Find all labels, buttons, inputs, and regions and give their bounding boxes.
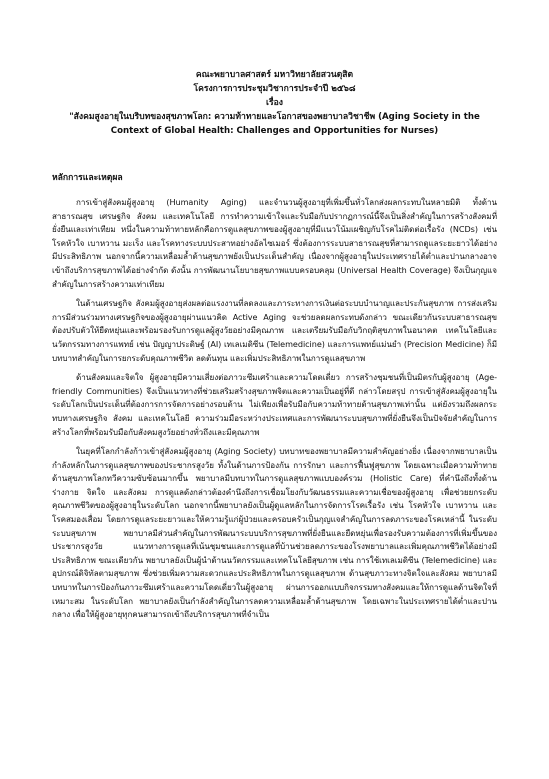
subject-title: "สังคมสูงอายุในบริบทของสุขภาพโลก: ความท้าทายและโอกาสของพยาบาลวิชาชีพ (Aging Society in the Context of Global Health: Challenges and Opportunities for Nurses) xyxy=(69,112,480,136)
paragraph: การเข้าสู่สังคมผู้สูงอายุ (Humanity Aging) และจำนวนผู้สูงอายุที่เพิ่มขึ้นทั่วโลกส่งผลกระทบในหลายมิติ ทั้งด้านสาธารณสุข เศรษฐกิจ สังคม และเทคโนโลยี การทำความเข้าใจและรับมือกับปรากฏการณ์นี้จึงเป็นสิ่งสำคัญในการสร้างสังคมที่ยั่งยืนและเท่าเทียม หนึ่งในความท้าทายหลักคือการดูแลสุขภาพของผู้สูงอายุที่มีแนวโน้มเผชิญกับโรคไม่ติดต่อเรื้อรัง (NCDs) เช่น โรคหัวใจ เบาหวาน มะเร็ง และโรคทางระบบประสาทอย่างอัลไซเมอร์ ซึ่งต้องการระบบสาธารณสุขที่สามารถดูแลระยะยาวได้อย่างมีประสิทธิภาพ นอกจากนี้ความเหลื่อมล้ำด้านสุขภาพยังเป็นประเด็นสำคัญ เนื่องจากผู้สูงอายุในประเทศรายได้ต่ำและปานกลางอาจเข้าถึงบริการสุขภาพได้อย่างจำกัด ดังนั้น การพัฒนานโยบายสุขภาพแบบครอบคลุม (Universal Health Coverage) จึงเป็นกุญแจสำคัญในการสร้างความเท่าเทียม xyxy=(52,197,497,289)
paragraph: ในยุคที่โลกกำลังก้าวเข้าสู่สังคมผู้สูงอายุ (Aging Society) บทบาทของพยาบาลมีความสำคัญอย่างยิ่ง เนื่องจากพยาบาลเป็นกำลังหลักในการดูแลสุขภาพของประชากรสูงวัย ทั้งในด้านการป้องกัน การรักษา และการฟื้นฟูสุขภาพ โดยเฉพาะเมื่อความท้าทายด้านสุขภาพโลกทวีความซับซ้อนมากขึ้น พยาบาลมีบทบาทในการดูแลสุขภาพแบบองค์รวม (Holistic Care) ที่คำนึงถึงทั้งด้านร่างกาย จิตใจ และสังคม การดูแลดังกล่าวต้องคำนึงถึงการเชื่อมโยงกับวัฒนธรรมและความเชื่อของผู้สูงอายุ เพื่อช่วยยกระดับคุณภาพชีวิตของผู้สูงอายุในระดับโลก นอกจากนี้พยาบาลยังเป็นผู้ดูแลหลักในการจัดการโรคเรื้อรัง เช่น โรคหัวใจ เบาหวาน และโรคสมองเสื่อม โดยการดูแลระยะยาวและให้ความรู้แก่ผู้ป่วยและครอบครัวเป็นกุญแจสำคัญในการลดภาระของโรคเหล่านี้ ในระดับระบบสุขภาพ พยาบาลมีส่วนสำคัญในการพัฒนาระบบบริการสุขภาพที่ยั่งยืนและยืดหยุ่นเพื่อรองรับความต้องการที่เพิ่มขึ้นของประชากรสูงวัย แนวทางการดูแลที่เน้นชุมชนและการดูแลที่บ้านช่วยลดภาระของโรงพยาบาลและเพิ่มคุณภาพชีวิตได้อย่างมีประสิทธิภาพ ขณะเดียวกัน พยาบาลยังเป็นผู้นำด้านนวัตกรรมและเทคโนโลยีสุขภาพ เช่น การใช้เทเลเมดิซีน (Telemedicine) และอุปกรณ์ดิจิทัลตามสุขภาพ ซึ่งช่วยเพิ่มความสะดวกและประสิทธิภาพในการดูแลสุขภาพ ด้านสุขภาวะทางจิตใจและสังคม พยาบาลมีบทบาทในการป้องกันภาวะซึมเศร้าและความโดดเดี่ยวในผู้สูงอายุ ผ่านการออกแบบกิจกรรมทางสังคมและให้การดูแลด้านจิตใจที่เหมาะสม ในระดับโลก พยาบาลยังเป็นกำลังสำคัญในการลดความเหลื่อมล้ำด้านสุขภาพ โดยเฉพาะในประเทศรายได้ต่ำและปานกลาง เพื่อให้ผู้สูงอายุทุกคนสามารถเข้าถึงบริการสุขภาพที่จำเป็น xyxy=(52,446,497,620)
section-title: หลักการและเหตุผล xyxy=(52,173,123,183)
faculty-name: คณะพยาบาลศาสตร์ มหาวิทยาลัยสวนดุสิต xyxy=(195,70,354,80)
document-header xyxy=(52,68,497,138)
paragraph: ในด้านเศรษฐกิจ สังคมผู้สูงอายุส่งผลต่อแรงงานที่ลดลงและภาระทางการเงินต่อระบบบำนาญและประกันสุขภาพ การส่งเสริมการมีส่วนร่วมทางเศรษฐกิจของผู้สูงอายุผ่านแนวคิด Active Aging จะช่วยลดผลกระทบดังกล่าว ขณะเดียวกันระบบสาธารณสุขต้องปรับตัวให้ยืดหยุ่นและพร้อมรองรับการดูแลผู้สูงวัยอย่างมีคุณภาพ และเตรียมรับมือกับวิกฤติสุขภาพในอนาคต เทคโนโลยีและนวัตกรรมทางการแพทย์ เช่น ปัญญาประดิษฐ์ (AI) เทเลเมดิซีน (Telemedicine) และการแพทย์แม่นยำ (Precision Medicine) ก็มีบทบาทสำคัญในการยกระดับคุณภาพชีวิต ลดต้นทุน และเพิ่มประสิทธิภาพในการดูแลสุขภาพ xyxy=(52,298,497,363)
paragraph: ด้านสังคมและจิตใจ ผู้สูงอายุมีความเสี่ยงต่อภาวะซึมเศร้าและความโดดเดี่ยว การสร้างชุมชนที่เป็นมิตรกับผู้สูงอายุ (Age-friendly Communities) จึงเป็นแนวทางที่ช่วยเสริมสร้างสุขภาพจิตและความเป็นอยู่ที่ดี กล่าวโดยสรุป การเข้าสู่สังคมผู้สูงอายุในระดับโลกเป็นประเด็นที่ต้องการการจัดการอย่างรอบด้าน ไม่เพียงเพื่อรับมือกับความท้าทายด้านสุขภาพเท่านั้น แต่ยังรวมถึงผลกระทบทางเศรษฐกิจ สังคม และเทคโนโลยี ความร่วมมือระหว่างประเทศและการพัฒนาระบบสุขภาพที่ยั่งยืนจึงเป็นปัจจัยสำคัญในการสร้างโลกที่พร้อมรับมือกับสังคมสูงวัยอย่างทั่วถึงและมีคุณภาพ xyxy=(52,372,497,437)
subject-label: เรื่อง xyxy=(266,98,283,108)
project-name: โครงการการประชุมวิชาการประจำปี ๒๕๖๘ xyxy=(193,84,356,94)
